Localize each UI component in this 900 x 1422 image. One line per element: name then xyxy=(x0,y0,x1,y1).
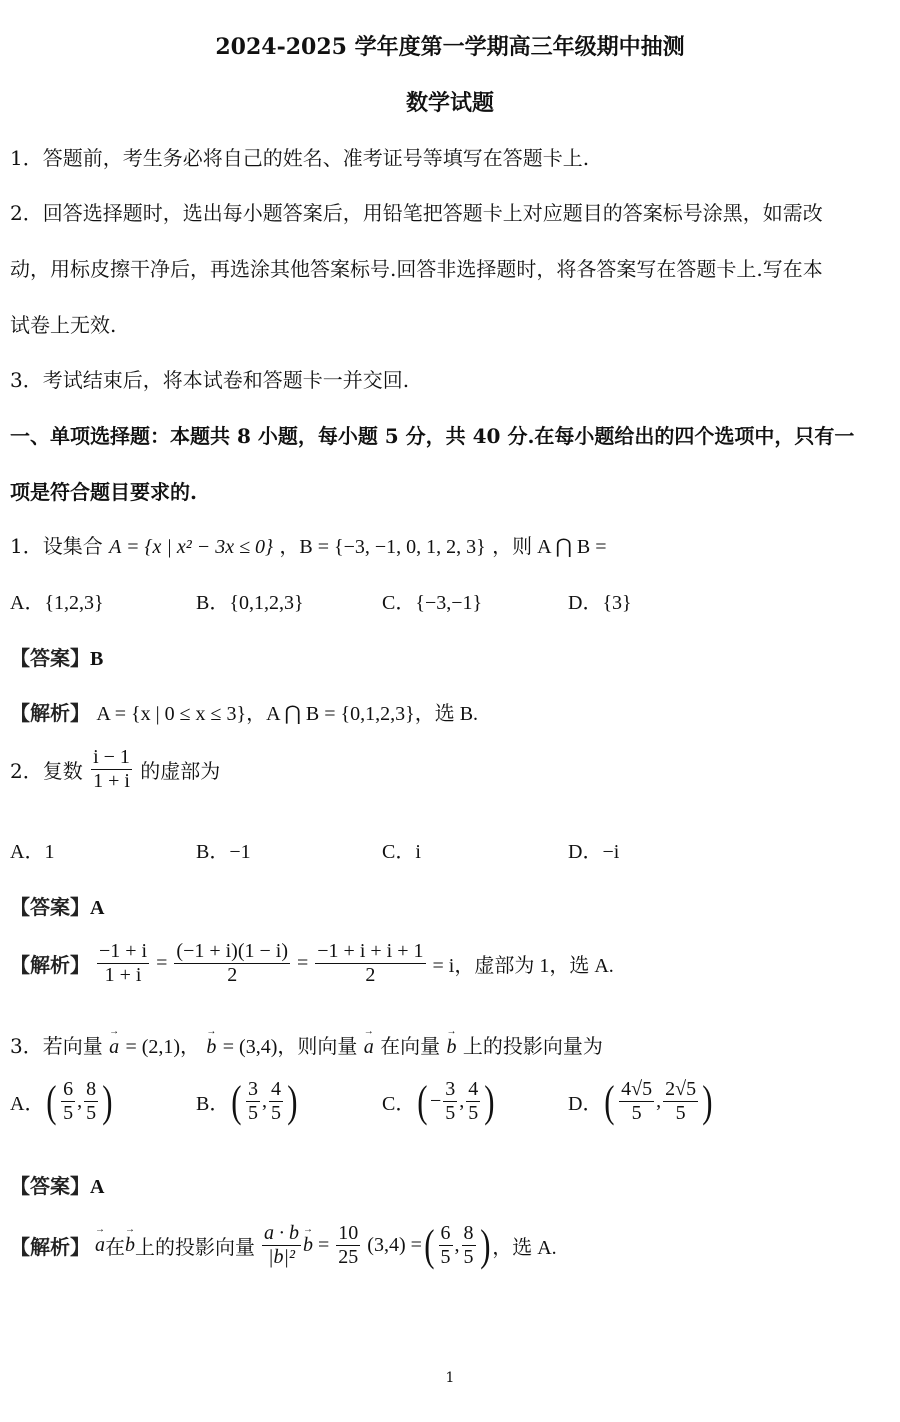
q2-option-d: D．−i xyxy=(568,841,620,863)
q3-opt-b-label: B． xyxy=(196,1093,230,1115)
q3-ratio-num: 10 xyxy=(338,1222,359,1244)
q3-an-vector-b-2: → b xyxy=(303,1234,313,1257)
q2-eq-1: = xyxy=(156,952,168,974)
q3-option-c: C．( − $\frac{3}{5}$ , $\frac{4}{5}$ ) xyxy=(382,1076,495,1126)
q1-option-c: C．{−3,−1} xyxy=(382,592,483,614)
question-3 xyxy=(10,1030,603,1059)
q3-proj-num: a · b xyxy=(264,1222,299,1244)
q2-analysis-frac-3 xyxy=(315,940,425,987)
section-heading-line2: 项是符合题目要求的. xyxy=(10,480,197,504)
q3-vector-a: → a xyxy=(109,1036,119,1059)
q2-option-a: A．1 xyxy=(10,841,55,863)
q2-frac3-num: −1 + i + i + 1 xyxy=(317,940,424,962)
q3-opt-c-d1: 5 xyxy=(445,1102,456,1124)
q3-ratio-den: 25 xyxy=(338,1246,359,1268)
q3-an-vector-a: → a xyxy=(95,1234,105,1257)
q3-b-value: = (3,4)，则向量 xyxy=(222,1036,358,1058)
q2-analysis-frac-2 xyxy=(174,940,290,987)
q3-option-d: D．( $\frac{4√5}{5}$ , $\frac{2√5}{5}$ ) xyxy=(568,1076,713,1126)
q2-prefix: 2．复数 xyxy=(10,759,83,783)
question-2 xyxy=(10,746,220,793)
q2-answer-tag: 【答案】 xyxy=(10,895,90,919)
page-number: 1 xyxy=(445,1370,455,1386)
page-subtitle: 数学试题 xyxy=(405,90,494,116)
instruction-2b: 动，用标皮擦干净后，再选涂其他答案标号.回答非选择题时，将各答案写在答题卡上.写在本 xyxy=(10,257,823,281)
q3-opt-a-d1: 5 xyxy=(63,1102,74,1124)
q3-option-b: B．( $\frac{3}{5}$ , $\frac{4}{5}$ ) xyxy=(196,1076,298,1126)
q1-ask: ，则 A ⋂ B = xyxy=(492,536,607,558)
q3-opt-d-n1: 4√5 xyxy=(621,1078,653,1100)
q2-fraction xyxy=(91,746,132,793)
q3-opt-b-d2: 5 xyxy=(271,1102,281,1124)
q1-analysis-tag: 【解析】 xyxy=(10,701,90,725)
q3-analysis-tail: ，选 A. xyxy=(492,1237,557,1259)
q2-analysis-tag: 【解析】 xyxy=(10,955,90,977)
q3-analysis-tag: 【解析】 xyxy=(10,1237,90,1259)
q2-answer xyxy=(10,891,104,920)
q3-analysis: 【解析】 → a在→ b上的投影向量 $\frac{a \cdot b}{\text{|b|²}}$ → b = $\frac{10}{25}$ (3,4) =( $\frac{6}{5}$ , $\frac{8}{5}$ ) ，选 A. xyxy=(10,1222,557,1269)
q3-opt-d-n2: 2√5 xyxy=(665,1078,697,1100)
q3-res-d2: 5 xyxy=(463,1246,474,1268)
q1-analysis xyxy=(10,697,478,726)
q1-answer-value: B xyxy=(90,648,104,670)
q1-answer xyxy=(10,642,103,671)
q3-opt-c-sign: − xyxy=(430,1090,442,1112)
q3-opt-c-n1: 3 xyxy=(445,1078,456,1100)
q3-res-n2: 8 xyxy=(463,1222,474,1244)
q3-res-d1: 5 xyxy=(440,1246,451,1268)
q3-opt-b-d1: 5 xyxy=(248,1102,258,1124)
q3-answer xyxy=(10,1170,104,1199)
q1-option-d: D．{3} xyxy=(568,592,632,614)
q2-frac2-num: (−1 + i)(1 − i) xyxy=(176,940,288,962)
instruction-1: 1．答题前，考生务必将自己的姓名、准考证号等填写在答题卡上. xyxy=(10,146,590,170)
q3-opt-b-n1: 3 xyxy=(248,1078,258,1100)
q3-proj-frac xyxy=(262,1222,301,1269)
q3-opt-a-n1: 6 xyxy=(63,1078,74,1100)
q3-suffix: 上的投影向量为 xyxy=(462,1034,603,1058)
q3-opt-c-label: C． xyxy=(382,1093,416,1115)
q1-option-b: B．{0,1,2,3} xyxy=(196,592,304,614)
q1-set-a: A = {x | x² − 3x ≤ 0} xyxy=(109,536,274,558)
q1-answer-tag: 【答案】 xyxy=(10,646,90,670)
q3-opt-a-label: A． xyxy=(10,1093,45,1115)
q2-denominator: 1 + i xyxy=(93,770,130,792)
q2-frac1-den: 1 + i xyxy=(104,964,142,986)
q3-opt-d-label: D． xyxy=(568,1093,603,1115)
q3-opt-b-n2: 4 xyxy=(271,1078,281,1100)
q2-analysis-frac-1 xyxy=(97,940,149,987)
q1-set-b: ，B = {−3, −1, 0, 1, 2, 3} xyxy=(279,536,486,558)
q3-an-mid2: 上的投影向量 xyxy=(135,1237,255,1259)
q3-opt-d-d1: 5 xyxy=(631,1102,642,1124)
q2-frac3-den: 2 xyxy=(365,964,376,986)
q3-opt-a-d2: 5 xyxy=(86,1102,97,1124)
q3-answer-value: A xyxy=(90,1176,105,1198)
instruction-2c: 试卷上无效. xyxy=(10,313,117,337)
section-heading-line1: 一、单项选择题：本题共 8 小题，每小题 5 分，共 40 分.在每小题给出的四个选项中，只有一 xyxy=(10,424,855,448)
q3-prefix: 3．若向量 xyxy=(10,1034,103,1058)
q3-vector-b-2: → b xyxy=(446,1036,456,1059)
q3-an-vector-b: → b xyxy=(125,1234,135,1257)
instruction-2a: 2．回答选择题时，选出每小题答案后，用铅笔把答题卡上对应题目的答案标号涂黑，如需改 xyxy=(10,201,823,225)
q3-vec34: (3,4) = xyxy=(367,1234,422,1256)
q3-an-eq: = xyxy=(318,1234,330,1256)
q3-mid: 在向量 xyxy=(380,1034,441,1058)
q3-opt-a-n2: 8 xyxy=(86,1078,97,1100)
question-1 xyxy=(10,530,607,559)
q1-prefix: 1．设集合 xyxy=(10,534,103,558)
q2-eq-2: = xyxy=(297,952,309,974)
q2-frac2-den: 2 xyxy=(227,964,238,986)
q2-option-b: B．−1 xyxy=(196,841,251,863)
q1-option-a: A．{1,2,3} xyxy=(10,592,104,614)
instruction-3: 3．考试结束后，将本试卷和答题卡一并交回. xyxy=(10,368,410,392)
q3-res-n1: 6 xyxy=(440,1222,451,1244)
q2-analysis xyxy=(10,940,614,987)
q3-vector-a-2: → a xyxy=(364,1036,374,1059)
q2-option-c: C．i xyxy=(382,841,421,863)
q3-an-mid: 在 xyxy=(105,1237,125,1259)
page-title: 2024-2025 学年度第一学期高三年级期中抽测 xyxy=(215,34,685,60)
q1-analysis-text: A = {x | 0 ≤ x ≤ 3}，A ⋂ B = {0,1,2,3}，选 B. xyxy=(96,703,479,725)
q3-answer-tag: 【答案】 xyxy=(10,1174,90,1198)
q3-opt-c-d2: 5 xyxy=(468,1102,479,1124)
q2-answer-value: A xyxy=(90,897,105,919)
q3-a-value: = (2,1)， xyxy=(125,1036,201,1058)
q2-analysis-tail: = i，虚部为 1，选 A. xyxy=(432,955,614,977)
q3-proj-den: |b|² xyxy=(268,1246,295,1268)
q3-option-a: A．( $\frac{6}{5}$ , $\frac{8}{5}$ ) xyxy=(10,1076,113,1126)
q3-opt-d-d2: 5 xyxy=(675,1102,686,1124)
q2-frac1-num: −1 + i xyxy=(99,940,148,962)
q3-vector-b: → b xyxy=(206,1036,216,1059)
q2-numerator: i − 1 xyxy=(93,746,130,768)
q3-ratio-frac xyxy=(336,1222,360,1269)
q2-suffix: 的虚部为 xyxy=(140,759,221,783)
q3-opt-c-n2: 4 xyxy=(468,1078,479,1100)
